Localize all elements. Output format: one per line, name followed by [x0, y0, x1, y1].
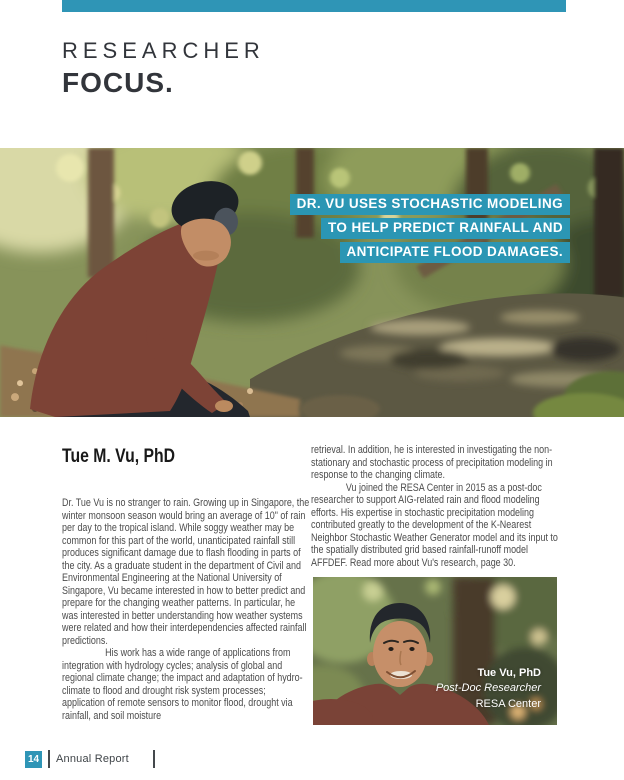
hero-photo-illustration	[0, 148, 624, 417]
page-number-badge: 14	[25, 751, 42, 768]
footer-divider	[153, 750, 155, 768]
masthead	[62, 36, 265, 100]
portrait-photo	[313, 577, 557, 725]
hero-caption-line: ANTICIPATE FLOOD DAMAGES.	[340, 242, 571, 263]
hero-caption-line: TO HELP PREDICT RAINFALL AND	[321, 218, 570, 239]
article-paragraph: Vu joined the RESA Center in 2015 as a post-doc researcher to support AIG-related rain and flood modeling efforts. His expertise in stochastic precipitation modeling contributed greatly to the development of the K-Nearest Neighbor Stochastic Weather Generator model and its input to the spatially distributed grid based rainfall-runoff model AFFDEF. Read more about Vu's research, page 30.	[311, 481, 558, 569]
article-paragraph: Dr. Tue Vu is no stranger to rain. Growing up in Singapore, the winter monsoon season would bring an average of 10" of rain per day to the tropical island. While soggy weather may be common for this part of the world, unanticipated rainfall still produces significant damage due to flash flooding in parts of the city. As a graduate student in the department of Civil and Environmental Engineering at the National University of Singapore, Vu became interested in how to better predict and prepare for the changing weather patterns. In particular, he was interested in better understanding how weather systems were related and how their interdependencies affected rainfall predictions.	[62, 497, 310, 647]
top-accent-bar	[62, 0, 566, 12]
article-left-column	[62, 446, 309, 722]
section-title-line1: RESEARCHER	[62, 38, 265, 63]
hero-caption	[290, 194, 570, 263]
section-title-focus: FOCUS	[62, 67, 165, 98]
article-right-column	[311, 444, 562, 569]
article-heading: Tue M. Vu, PhD	[62, 446, 176, 467]
section-title-line2	[62, 66, 265, 100]
hero-caption-line: DR. VU USES STOCHASTIC MODELING	[290, 194, 570, 215]
portrait-caption	[436, 666, 541, 713]
portrait-caption-name: Tue Vu, PhD	[477, 666, 541, 679]
portrait-caption-org: RESA Center	[475, 697, 541, 710]
article-paragraph: His work has a wide range of applications from integration with hydrology cycles; analysis of global and regional climate change; the impact and adaptation of hydro-climate to flood and drought risk system processes; application of remote sensors to monitor flood, drought via rainfall, and soil moisture	[62, 647, 303, 722]
article-paragraph: retrieval. In addition, he is interested in investigating the non-stationary and stochastic process of precipitation modeling in response to the changing climate.	[311, 444, 553, 481]
section-title-period: .	[165, 67, 174, 98]
footer-divider	[48, 750, 50, 768]
page-footer	[25, 750, 161, 768]
portrait-caption-role: Post-Doc Researcher	[435, 682, 541, 694]
footer-label: Annual Report	[56, 753, 129, 765]
hero-photo	[0, 148, 624, 417]
